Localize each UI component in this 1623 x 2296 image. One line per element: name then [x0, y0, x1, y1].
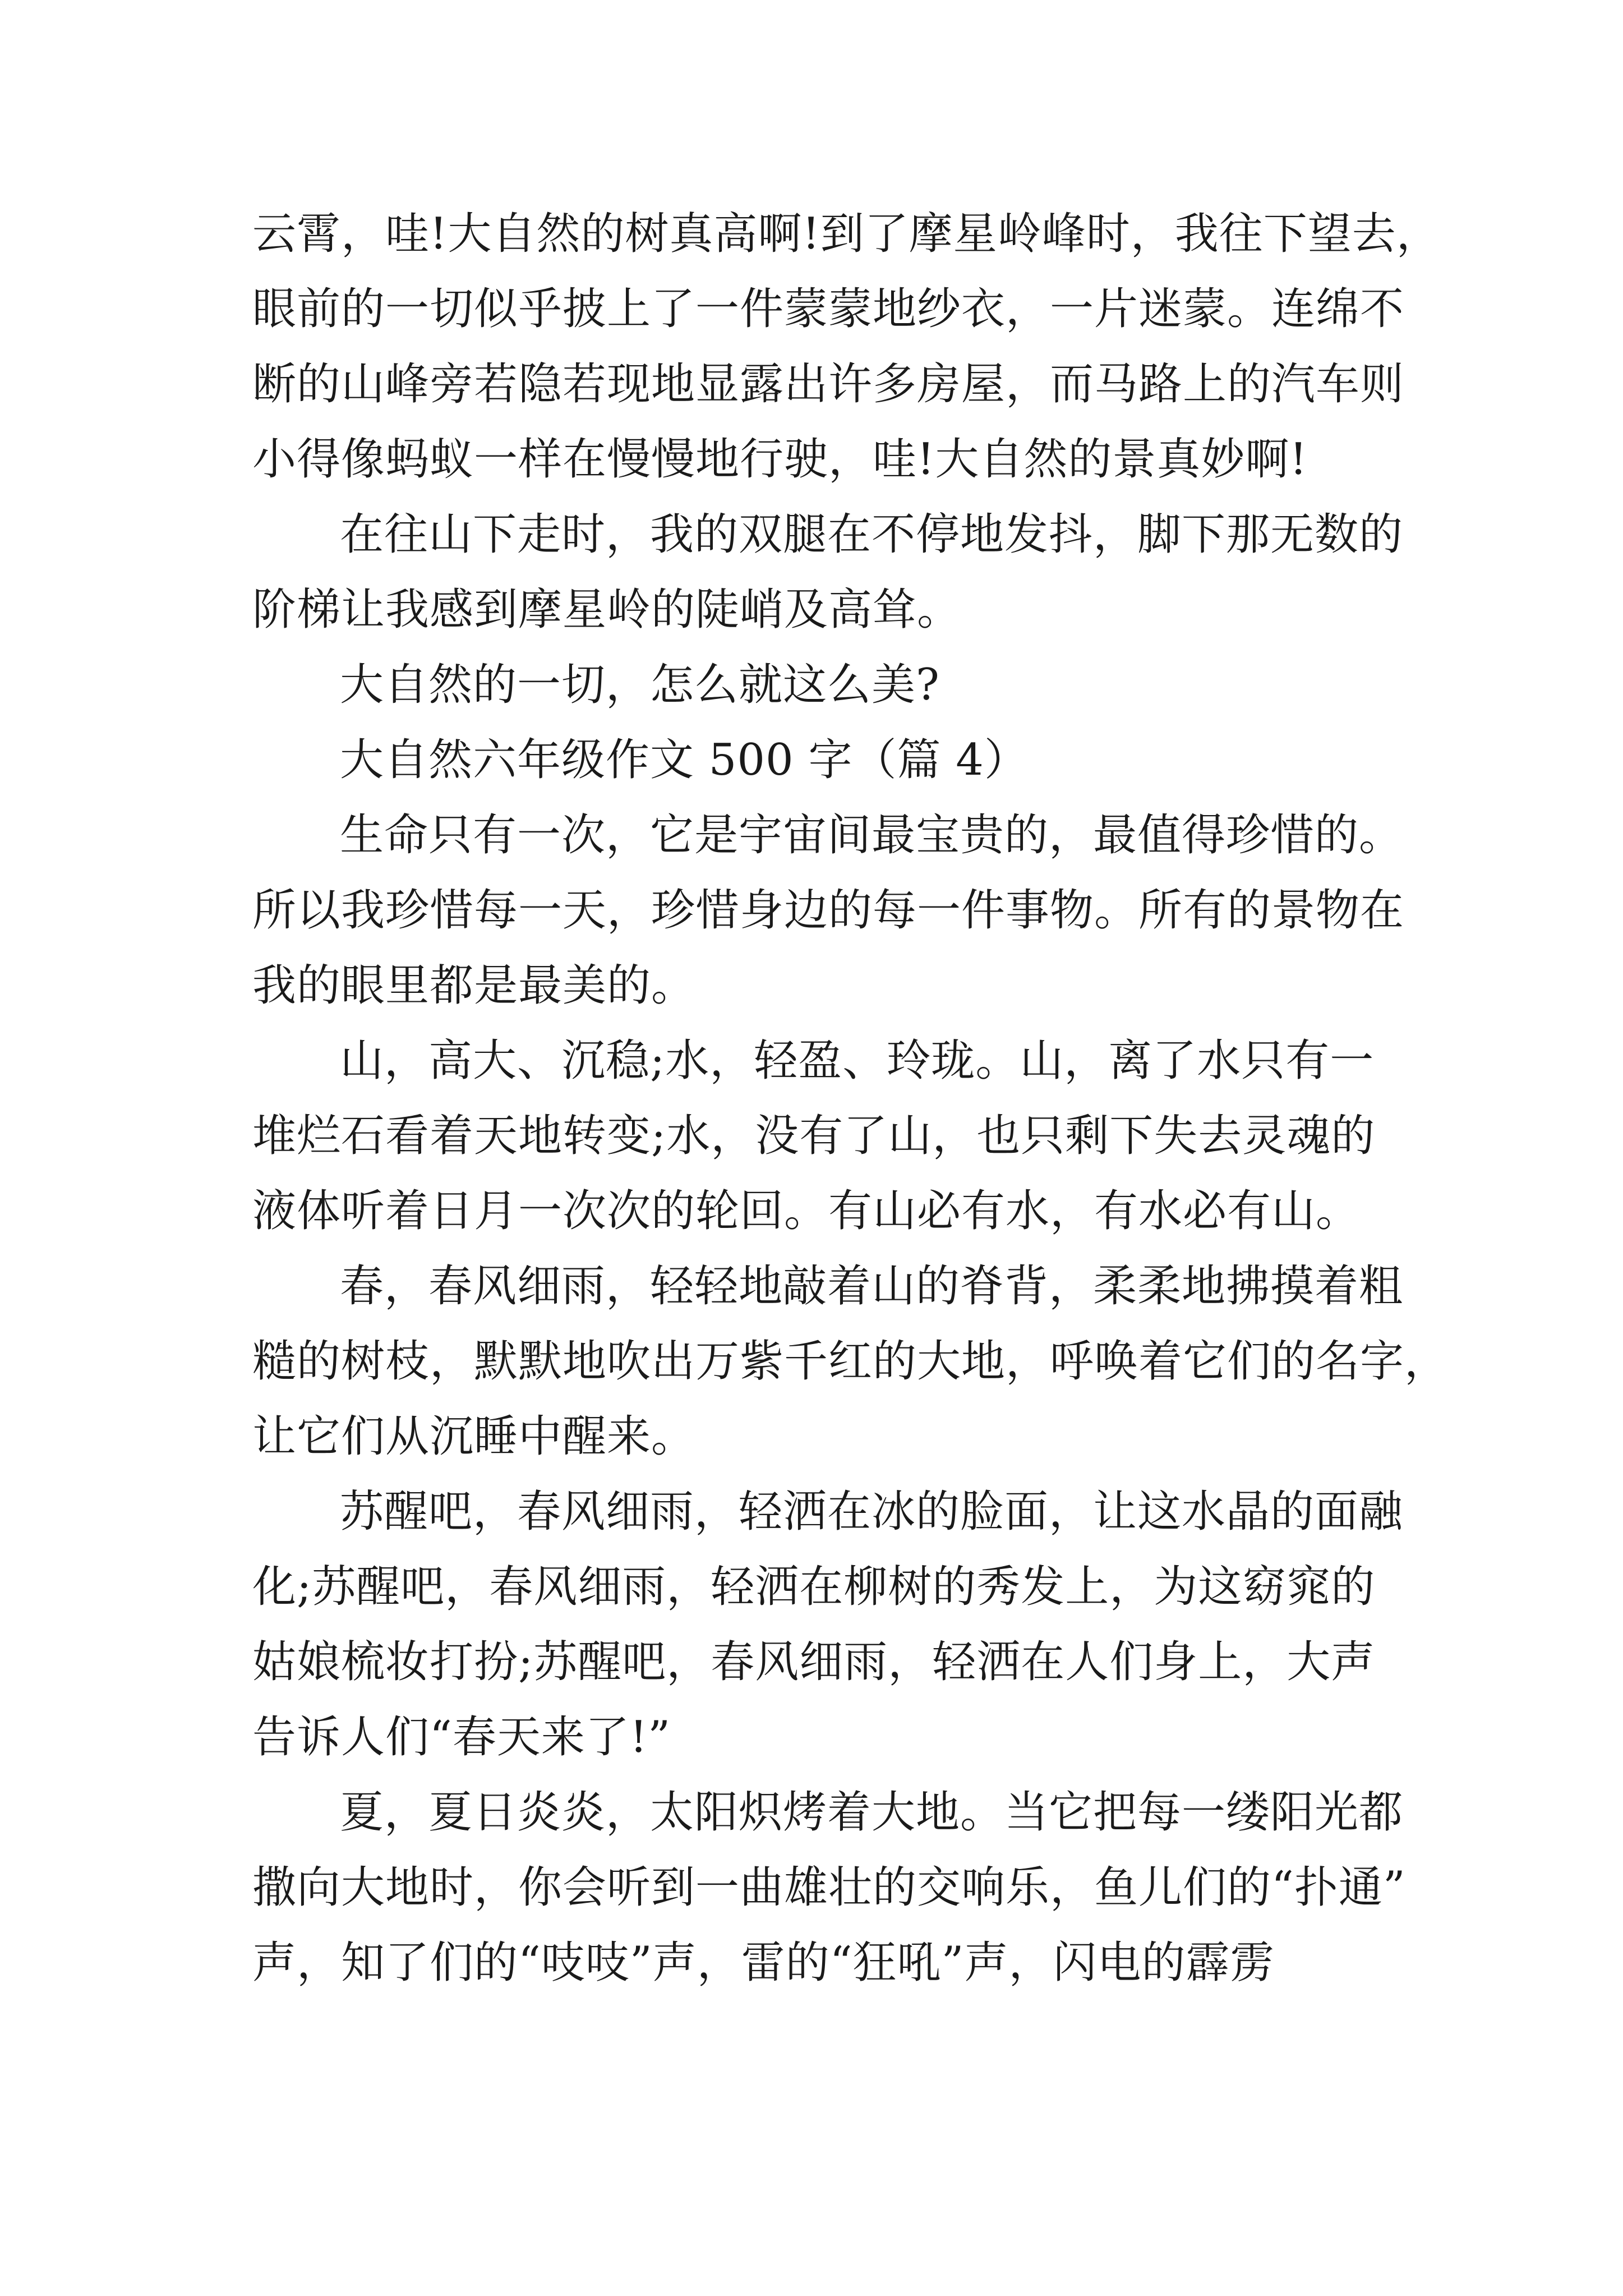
document-body — [252, 196, 1449, 2000]
text-line: 云霄，哇!大自然的树真高啊!到了摩星岭峰时，我往下望去， — [252, 209, 1441, 259]
text-line: 生命只有一次，它是宇宙间最宝贵的，最值得珍惜的。 — [340, 810, 1404, 861]
text-line: 撒向大地时，你会听到一曲雄壮的交响乐，鱼儿们的“扑通” — [252, 1862, 1406, 1913]
text-line: 让它们从沉睡中醒来。 — [252, 1411, 696, 1462]
paragraph — [252, 1775, 1406, 2000]
text-line: 堆烂石看着天地转变;水，没有了山，也只剩下失去灵魂的 — [252, 1111, 1376, 1161]
text-line: 糙的树枝，默默地吹出万紫千红的大地，呼唤着它们的名字， — [252, 1336, 1449, 1387]
text-line: 苏醒吧，春风细雨，轻洒在冰的脸面，让这水晶的面融 — [340, 1487, 1404, 1537]
paragraph — [252, 647, 1396, 723]
section-heading — [252, 723, 1396, 798]
text-line: 姑娘梳妆打扮;苏醒吧，春风细雨，轻洒在人们身上，大声 — [252, 1637, 1376, 1687]
text-line: 声，知了们的“吱吱”声，雷的“狂吼”声，闪电的霹雳 — [252, 1938, 1275, 1988]
paragraph — [252, 196, 1441, 497]
heading-line: 大自然六年级作文 500 字（篇 4） — [340, 735, 1029, 785]
text-line: 告诉人们“春天来了!” — [252, 1712, 671, 1763]
paragraph — [252, 798, 1405, 1023]
paragraph — [252, 1249, 1449, 1474]
text-line: 阶梯让我感到摩星岭的陡峭及高耸。 — [252, 585, 962, 635]
text-line: 山，高大、沉稳;水，轻盈、玲珑。山，离了水只有一 — [340, 1036, 1375, 1086]
text-line: 在往山下走时，我的双腿在不停地发抖，脚下那无数的 — [340, 509, 1404, 560]
text-line: 春，春风细雨，轻轻地敲着山的脊背，柔柔地拂摸着粗 — [340, 1261, 1404, 1312]
text-line: 夏，夏日炎炎，太阳炽烤着大地。当它把每一缕阳光都 — [340, 1787, 1404, 1838]
text-line: 大自然的一切，怎么就这么美? — [340, 660, 940, 710]
text-line: 眼前的一切似乎披上了一件蒙蒙地纱衣，一片迷蒙。连绵不 — [252, 284, 1405, 334]
text-line: 液体听着日月一次次的轮回。有山必有水，有水必有山。 — [252, 1186, 1361, 1236]
paragraph — [252, 1474, 1404, 1775]
text-line: 小得像蚂蚁一样在慢慢地行驶，哇!大自然的景真妙啊! — [252, 434, 1308, 485]
paragraph — [252, 1023, 1396, 1249]
text-line: 断的山峰旁若隐若现地显露出许多房屋，而马路上的汽车则 — [252, 359, 1405, 409]
text-line: 化;苏醒吧，春风细雨，轻洒在柳树的秀发上，为这窈窕的 — [252, 1562, 1376, 1612]
text-line: 我的眼里都是最美的。 — [252, 960, 696, 1011]
text-line: 所以我珍惜每一天，珍惜身边的每一件事物。所有的景物在 — [252, 885, 1405, 936]
paragraph — [252, 497, 1404, 647]
